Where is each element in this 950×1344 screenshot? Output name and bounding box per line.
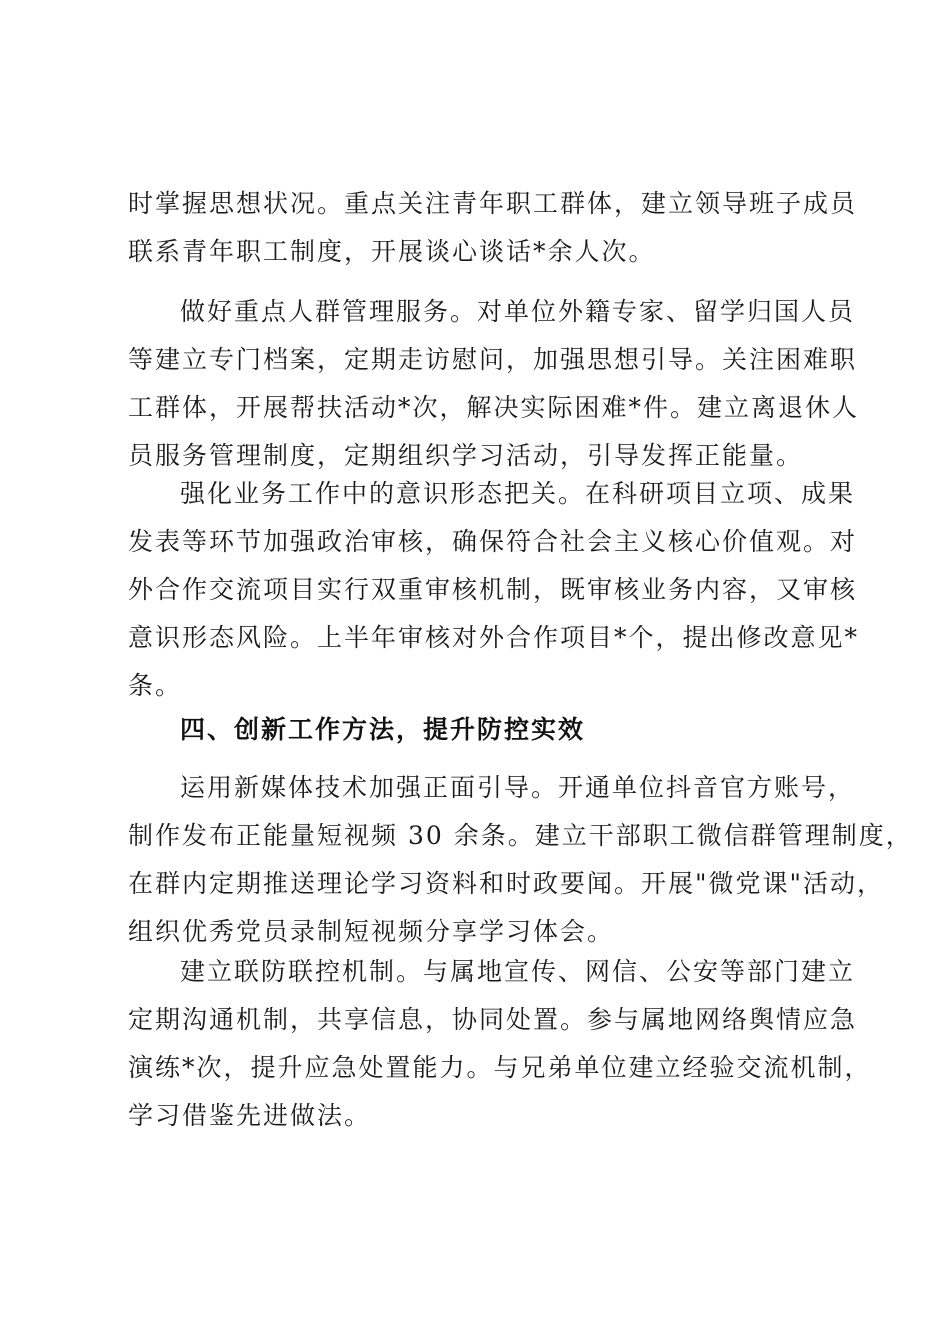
text-line: 学习借鉴先进做法。 <box>128 1101 372 1130</box>
paragraph-continuation <box>128 180 858 276</box>
text-line: 条。 <box>128 671 183 700</box>
text-line: 联系青年职工制度，开展谈心谈话*余人次。 <box>128 237 656 266</box>
text-line: 制作发布正能量短视频 30 余条。建立干部职工微信群管理制度， <box>128 821 913 850</box>
text-line: 在群内定期推送理论学习资料和时政要闻。开展"微党课"活动， <box>128 869 885 898</box>
text-line: 意识形态风险。上半年审核对外合作项目*个，提出修改意见* <box>128 623 860 652</box>
text-line: 演练*次，提升应急处置能力。与兄弟单位建立经验交流机制， <box>128 1053 872 1082</box>
text-line: 运用新媒体技术加强正面引导。开通单位抖音官方账号， <box>180 773 856 802</box>
paragraph-business-review <box>128 470 860 710</box>
text-line: 等建立专门档案，定期走访慰问，加强思想引导。关注困难职 <box>128 345 858 374</box>
text-line: 建立联防联控机制。与属地宣传、网信、公安等部门建立 <box>180 957 856 986</box>
text-line: 做好重点人群管理服务。对单位外籍专家、留学归国人员 <box>180 297 856 326</box>
text-line: 工群体，开展帮扶活动*次，解决实际困难*件。建立离退休人 <box>128 393 860 422</box>
text-line: 时掌握思想状况。重点关注青年职工群体，建立领导班子成员 <box>128 189 858 218</box>
text-line: 外合作交流项目实行双重审核机制，既审核业务内容，又审核 <box>128 575 858 604</box>
text-line: 组织优秀党员录制短视频分享学习体会。 <box>128 917 615 946</box>
text-line: 发表等环节加强政治审核，确保符合社会主义核心价值观。对 <box>128 527 858 556</box>
section-heading: 四、创新工作方法，提升防控实效 <box>180 715 586 744</box>
text-line: 定期沟通机制，共享信息，协同处置。参与属地网络舆情应急 <box>128 1005 858 1034</box>
text-line: 员服务管理制度，定期组织学习活动，引导发挥正能量。 <box>128 441 804 470</box>
paragraph-key-groups <box>128 288 860 480</box>
paragraph-joint-control <box>128 948 872 1140</box>
text-line: 强化业务工作中的意识形态把关。在科研项目立项、成果 <box>180 479 856 508</box>
paragraph-new-media <box>128 764 913 956</box>
